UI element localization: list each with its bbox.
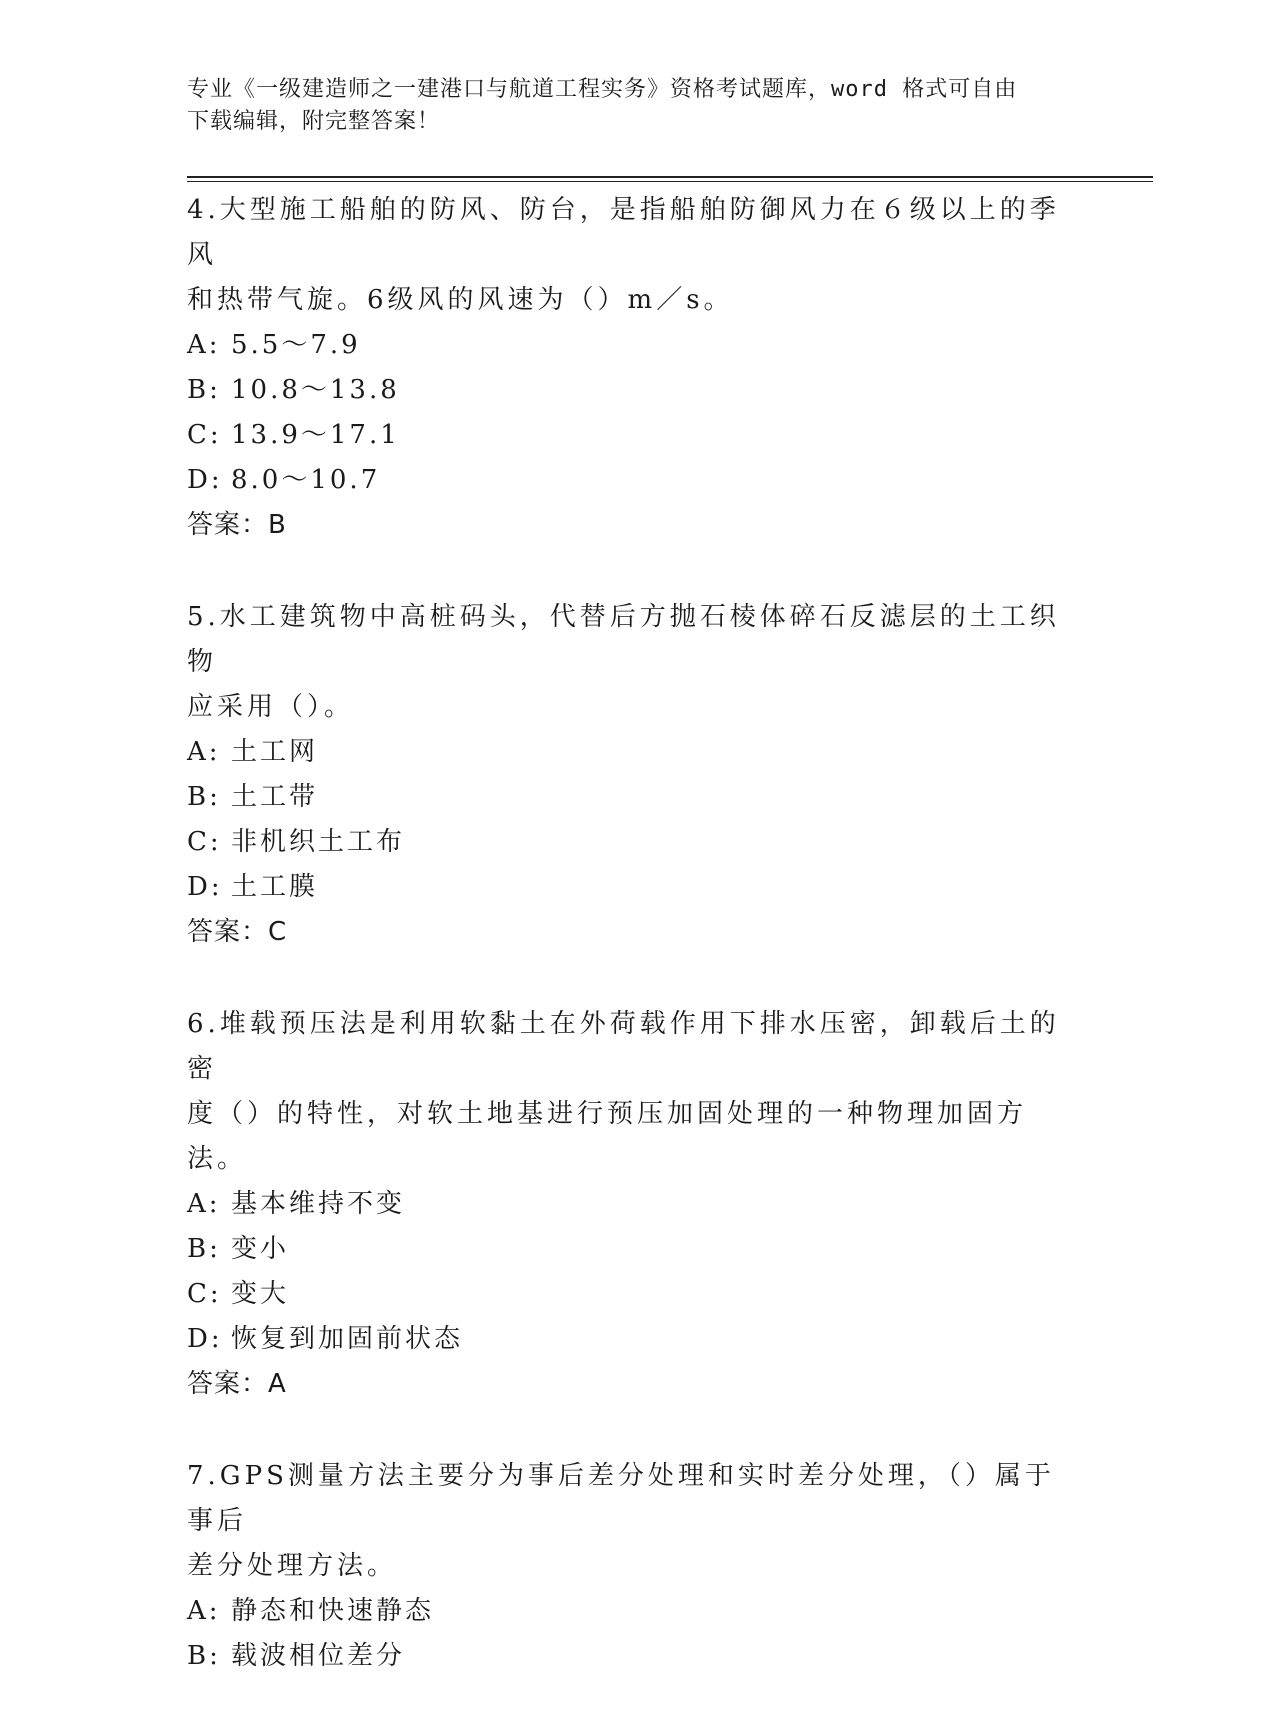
- option-key: B:: [187, 375, 221, 405]
- header-line-1: 专业《一级建造师之一建港口与航道工程实务》资格考试题库，word 格式可自由: [187, 77, 1018, 102]
- option-text: 土工带: [231, 782, 319, 812]
- question-stem-line: 和热带气旋。6级风的风速为（）m／s。: [187, 285, 734, 315]
- header-line-2: 下载编辑，附完整答案！: [187, 109, 441, 134]
- question-item: [187, 1002, 1087, 1406]
- answer-line: 答案：B: [187, 510, 287, 540]
- question-stem-line: 5.水工建筑物中高桩码头，代替后方抛石棱体碎石反滤层的土工织物: [187, 602, 1060, 677]
- option-b: [187, 1634, 1087, 1679]
- question-stem: [187, 1454, 1067, 1589]
- option-d: [187, 458, 1087, 503]
- option-key: D:: [187, 872, 223, 902]
- question-stem-line: 6.堆载预压法是利用软黏土在外荷载作用下排水压密，卸载后土的密: [187, 1009, 1060, 1084]
- question-item: [187, 188, 1087, 547]
- option-key: C:: [187, 827, 222, 857]
- question-stem: [187, 1002, 1067, 1182]
- option-a: [187, 1182, 1087, 1227]
- option-text: 变大: [231, 1279, 290, 1309]
- option-text: 基本维持不变: [231, 1189, 406, 1219]
- option-key: C:: [187, 1279, 222, 1309]
- option-b: [187, 775, 1087, 820]
- option-text: 恢复到加固前状态: [231, 1324, 464, 1354]
- option-c: [187, 413, 1087, 458]
- option-text: 静态和快速静态: [231, 1596, 435, 1626]
- question-stem-line: 度（）的特性，对软土地基进行预压加固处理的一种物理加固方法。: [187, 1099, 1028, 1174]
- option-key: B:: [187, 1234, 221, 1264]
- answer-line: 答案：A: [187, 1369, 287, 1399]
- option-text: 13.9～17.1: [231, 420, 400, 450]
- question-stem-line: 7.GPS测量方法主要分为事后差分处理和实时差分处理，（）属于事后: [187, 1461, 1055, 1536]
- document-header: [187, 74, 1067, 138]
- option-text: 土工膜: [231, 872, 319, 902]
- option-text: 8.0～10.7: [231, 465, 381, 495]
- option-text: 土工网: [231, 737, 319, 767]
- option-c: [187, 820, 1087, 865]
- option-b: [187, 368, 1087, 413]
- header-rule-thick: [187, 176, 1153, 178]
- question-item: [187, 1454, 1087, 1679]
- question-item: [187, 595, 1087, 954]
- option-key: D:: [187, 465, 223, 495]
- option-a: [187, 323, 1087, 368]
- option-d: [187, 865, 1087, 910]
- option-key: D:: [187, 1324, 223, 1354]
- question-stem-line: 应采用（）。: [187, 692, 355, 722]
- option-key: B:: [187, 1641, 221, 1671]
- option-b: [187, 1227, 1087, 1272]
- question-stem-line: 差分处理方法。: [187, 1551, 398, 1581]
- question-list: [187, 188, 1087, 1727]
- option-key: A:: [187, 330, 221, 360]
- option-a: [187, 730, 1087, 775]
- option-c: [187, 1272, 1087, 1317]
- answer-line: 答案：C: [187, 917, 288, 947]
- option-text: 载波相位差分: [231, 1641, 406, 1671]
- option-key: A:: [187, 1189, 221, 1219]
- option-key: A:: [187, 1596, 221, 1626]
- question-stem: [187, 188, 1067, 323]
- question-stem: [187, 595, 1067, 730]
- option-key: C:: [187, 420, 222, 450]
- option-text: 变小: [231, 1234, 290, 1264]
- question-stem-line: 4.大型施工船舶的防风、防台，是指船舶防御风力在６级以上的季风: [187, 195, 1060, 270]
- option-text: 5.5～7.9: [231, 330, 361, 360]
- option-text: 非机织土工布: [231, 827, 406, 857]
- option-a: [187, 1589, 1087, 1634]
- option-key: A:: [187, 737, 221, 767]
- option-d: [187, 1317, 1087, 1362]
- option-text: 10.8～13.8: [231, 375, 400, 405]
- header-rule-thin: [187, 181, 1153, 182]
- option-key: B:: [187, 782, 221, 812]
